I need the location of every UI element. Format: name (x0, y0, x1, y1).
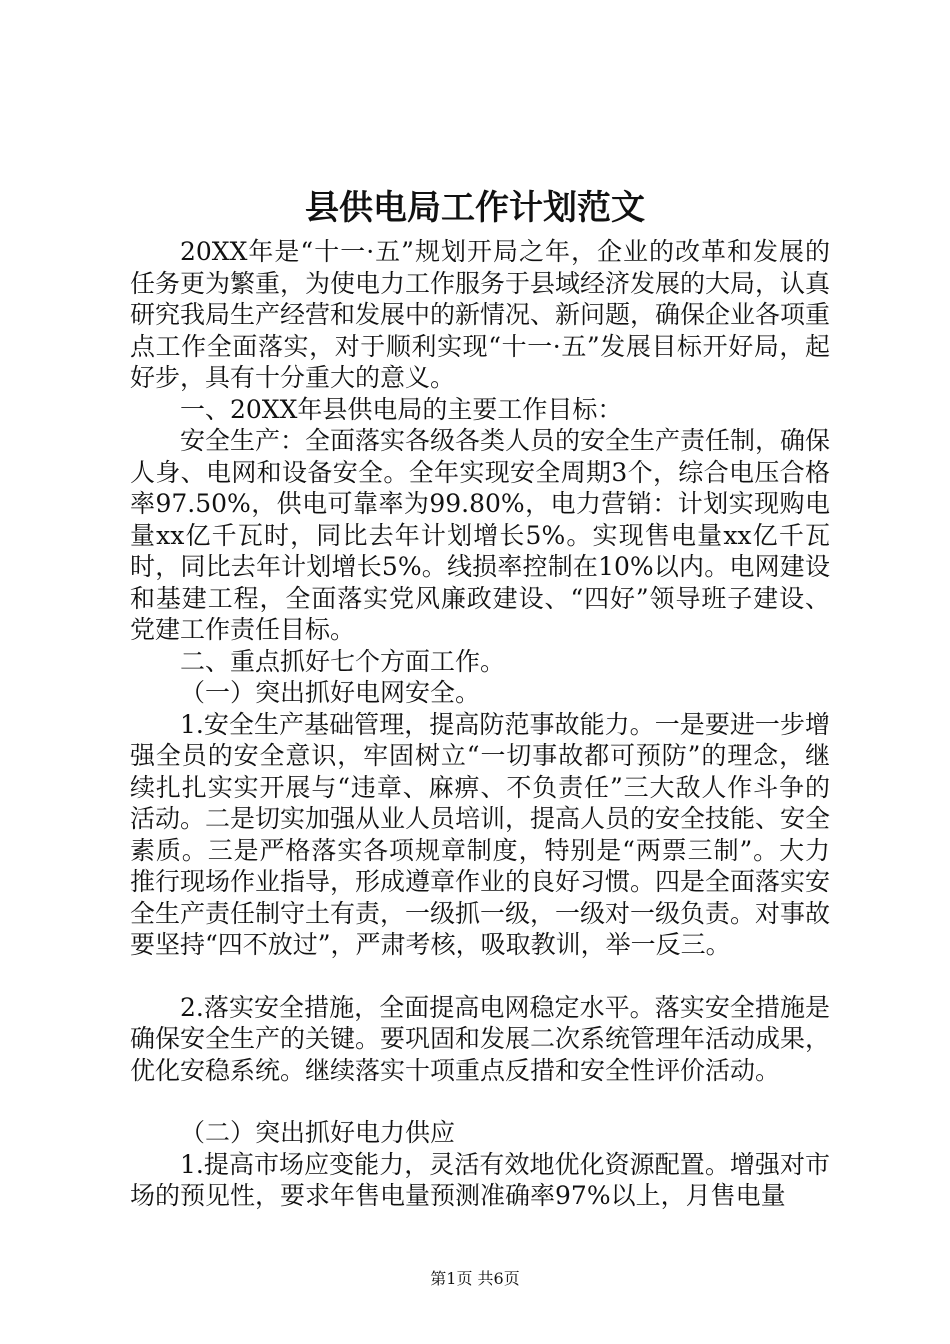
item-market-response: 1.提高市场应变能力，灵活有效地优化资源配置。增强对市场的预见性，要求年售电量预测准确率97%以上，月售电量 (130, 1149, 830, 1210)
intro-paragraph: 20XX年是“十一·五”规划开局之年，企业的改革和发展的任务更为繁重，为使电力工作服务于县域经济发展的大局，认真研究我局生产经营和发展中的新情况、新问题，确保企业各项重点工作全面落实，对于顺利实现“十一·五”发展目标开好局，起好步，具有十分重大的意义。 (130, 237, 831, 392)
subheading-grid-safety: （一）突出抓好电网安全。 (180, 678, 481, 707)
subheading-power-supply: （二）突出抓好电力供应 (180, 1118, 456, 1147)
section-heading-key-work: 二、重点抓好七个方面工作。 (180, 646, 506, 676)
item-safety-measures: 2.落实安全措施，全面提高电网稳定水平。落实安全措施是确保安全生产的关键。要巩固和发展二次系统管理年活动成果，优化安稳系统。继续落实十项重点反措和安全性评价活动。 (130, 992, 831, 1085)
document-body (130, 236, 830, 1212)
section-heading-goals: 一、20XX年县供电局的主要工作目标： (180, 394, 623, 424)
safety-goals-paragraph: 安全生产：全面落实各级各类人员的安全生产责任制，确保人身、电网和设备安全。全年实现安全周期3个，综合电压合格率97.50%，供电可靠率为99.80%，电力营销：计划实现购电量xx亿千瓦时，同比去年计划增长5%。实现售电量xx亿千瓦时，同比去年计划增长5%。线损率控制在10%以内。电网建设和基建工程，全面落实党风廉政建设、“四好”领导班子建设、党建工作责任目标。 (130, 426, 831, 644)
item-safety-management: 1.安全生产基础管理，提高防范事故能力。一是要进一步增强全员的安全意识，牢固树立“一切事故都可预防”的理念，继续扎扎实实开展与“违章、麻痹、不负责任”三大敌人作斗争的活动。二是切实加强从业人员培训，提高人员的安全技能、安全素质。三是严格落实各项规章制度，特别是“两票三制”。大力推行现场作业指导，形成遵章作业的良好习惯。四是全面落实安全生产责任制守土有责，一级抓一级，一级对一级负责。对事故要坚持“四不放过”，严肃考核，吸取教训，举一反三。 (130, 709, 831, 959)
page-number-footer: 第1页 共6页 (430, 1269, 520, 1288)
document-title: 县供电局工作计划范文 (305, 188, 645, 228)
